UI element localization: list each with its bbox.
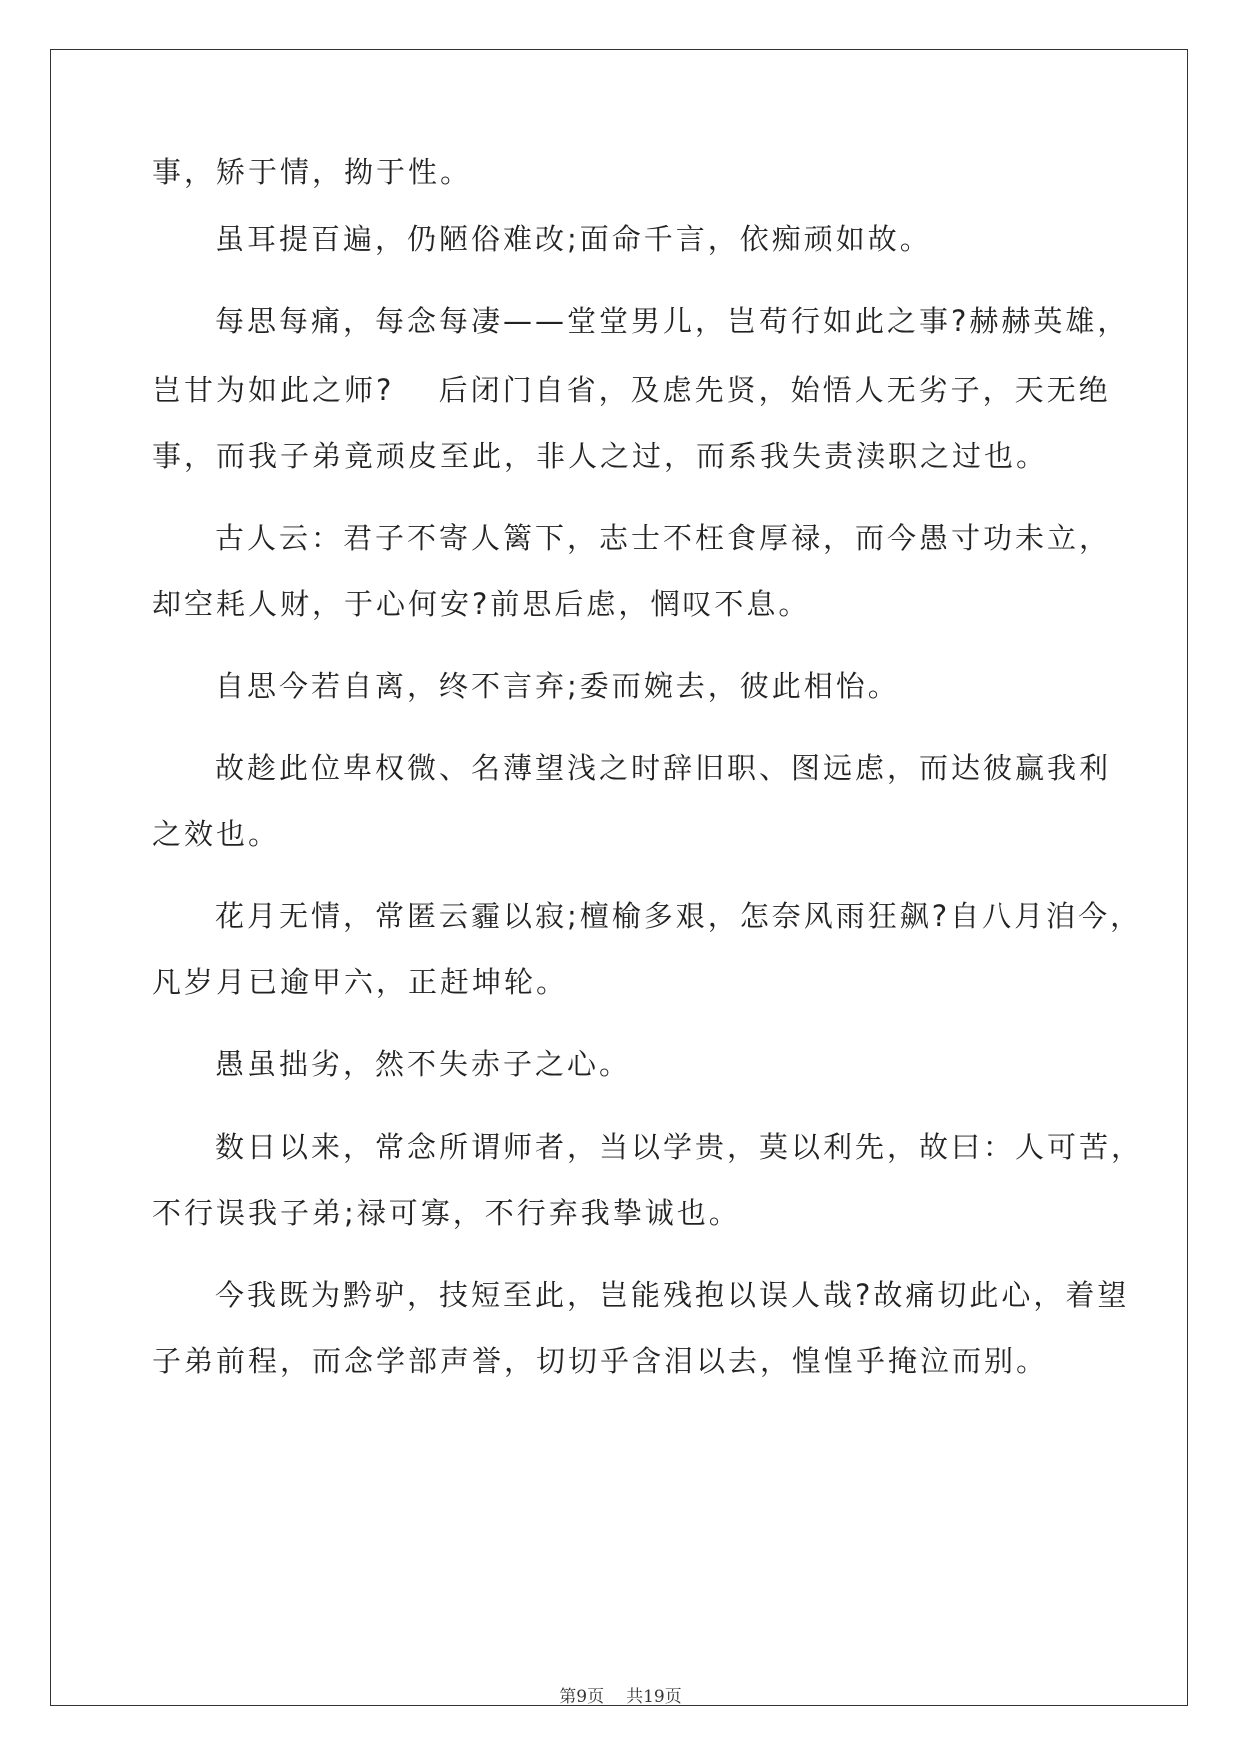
text-line: 花月无情，常匿云霾以寂;檀榆多艰，怎奈风雨狂飙?自八月洎今， [215, 899, 1143, 933]
text-line: 之效也。 [152, 817, 281, 851]
text-line: 古人云：君子不寄人篱下，志士不枉食厚禄，而今愚寸功未立， [215, 521, 1112, 555]
page-border [50, 49, 1188, 1706]
text-line: 事，矫于情，拗于性。 [152, 155, 473, 189]
text-line: 不行误我子弟;禄可寡，不行弃我挚诚也。 [152, 1196, 741, 1230]
text-line: 虽耳提百遍，仍陋俗难改;面命千言，依痴顽如故。 [215, 222, 932, 256]
text-line: 凡岁月已逾甲六，正赶坤轮。 [152, 965, 569, 999]
text-line: 自思今若自离，终不言弃;委而婉去，彼此相怡。 [215, 669, 900, 703]
text-line: 事，而我子弟竟顽皮至此，非人之过，而系我失责渎职之过也。 [152, 439, 1049, 473]
text-line: 故趁此位卑权微、名薄望浅之时辞旧职、图远虑，而达彼赢我利 [215, 751, 1112, 785]
text-line: 岂甘为如此之师? 后闭门自省，及虑先贤，始悟人无劣子，天无绝 [152, 373, 1111, 407]
text-line: 却空耗人财，于心何安?前思后虑，惘叹不息。 [152, 587, 811, 621]
page-number: 第9页 [559, 1687, 605, 1707]
text-line: 数日以来，常念所谓师者，当以学贵，莫以利先，故曰：人可苦， [215, 1130, 1144, 1164]
text-line: 愚虽拙劣，然不失赤子之心。 [215, 1047, 632, 1081]
page-footer [0, 1682, 1241, 1707]
text-line: 子弟前程，而念学部声誉，切切乎含泪以去，惶惶乎掩泣而别。 [152, 1344, 1049, 1378]
page-total: 共19页 [626, 1687, 682, 1707]
text-line: 每思每痛，每念每凄——堂堂男儿，岂苟行如此之事?赫赫英雄， [215, 304, 1130, 338]
text-line: 今我既为黔驴，技短至此，岂能残抱以误人哉?故痛切此心，着望 [215, 1278, 1130, 1312]
